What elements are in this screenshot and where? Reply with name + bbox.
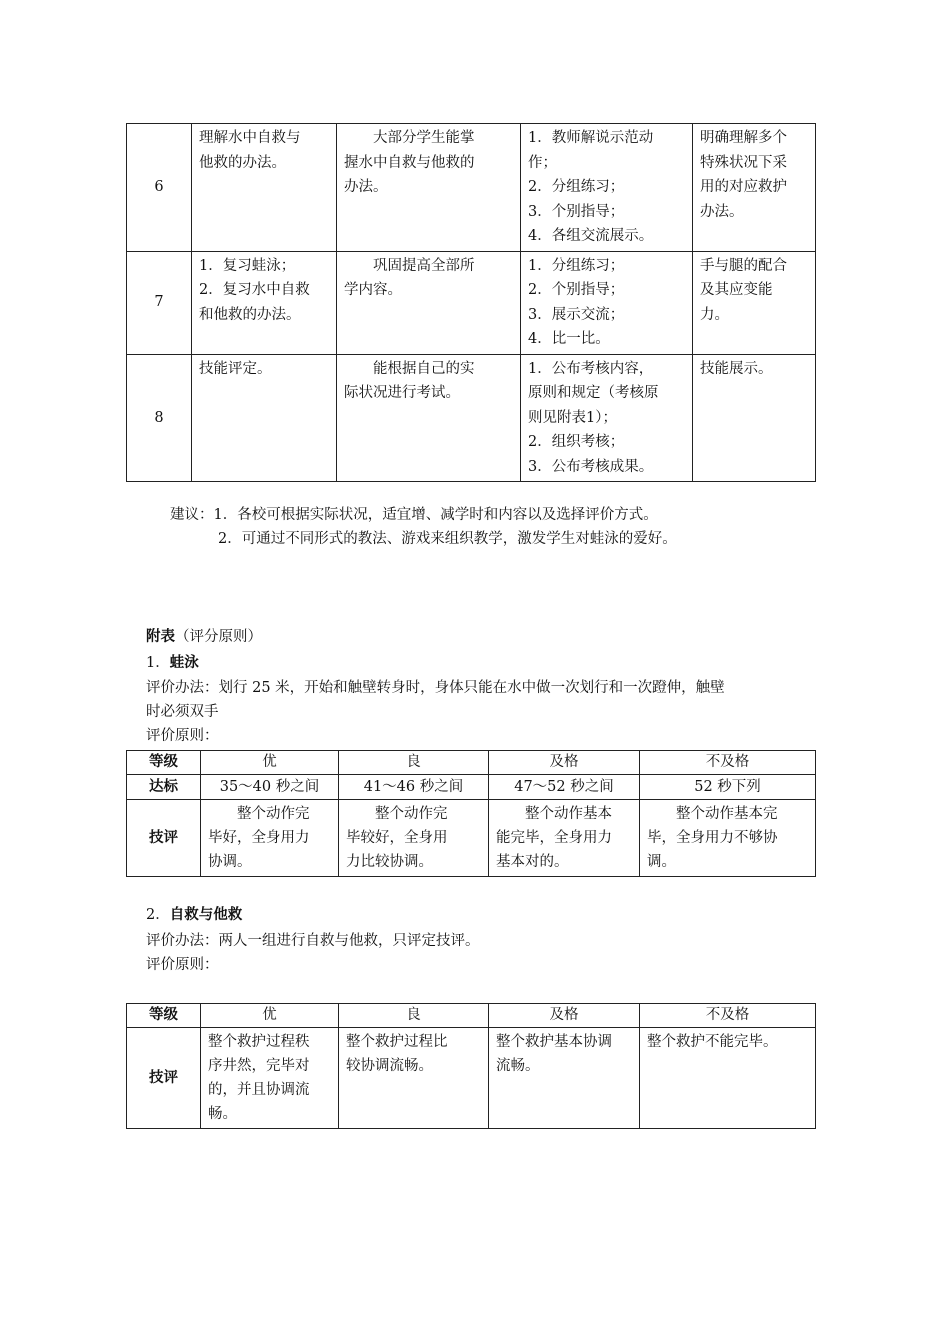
focus-cell	[693, 124, 816, 252]
table-cell: 技评	[127, 1028, 201, 1129]
table-cell: 优	[201, 751, 339, 775]
table-row	[127, 800, 816, 877]
text-line: 整个动作基本	[525, 806, 612, 822]
text-line: 2．复习水中自救	[199, 282, 310, 298]
text-line: 4．比一比。	[528, 331, 610, 347]
suggestion-item: 1．各校可根据实际状况，适宜增、减学时和内容以及选择评价方式。	[213, 507, 658, 523]
row-number: 6	[127, 124, 192, 252]
methods-cell	[521, 354, 693, 482]
table-row	[127, 251, 816, 354]
rescue-grading-table	[126, 1003, 816, 1129]
text-line: 毕，全身用力不够协	[647, 830, 778, 846]
text-line: 巩固提高全部所	[373, 257, 475, 274]
table-cell: 优	[201, 1004, 339, 1028]
text-line: 理解水中自救与	[199, 130, 301, 146]
text-line: 握水中自救与他救的	[344, 154, 475, 171]
table-cell: 不及格	[640, 751, 816, 775]
table-cell	[339, 1028, 489, 1129]
table-cell: 等级	[127, 751, 201, 775]
table-cell	[640, 800, 816, 877]
table-cell: 达标	[127, 775, 201, 800]
text-line: 则见附表1）；	[528, 409, 617, 426]
text-line: 1．公布考核内容，	[528, 360, 654, 377]
text-line: 2．组织考核；	[528, 434, 625, 450]
text-line: 能完毕，全身用力	[496, 830, 612, 846]
text-line: 整个救护过程比	[346, 1034, 448, 1050]
breaststroke-grading-table	[126, 750, 816, 877]
text-line: 技能评定。	[199, 360, 272, 377]
appendix-title	[146, 625, 262, 649]
text-line: 整个动作基本完	[676, 806, 778, 822]
table-row	[127, 775, 816, 800]
text-line: 流畅。	[496, 1058, 540, 1074]
section-heading	[146, 651, 199, 675]
text-line: 基本对的。	[496, 854, 569, 870]
table-cell: 不及格	[640, 1004, 816, 1028]
table-cell: 52 秒下列	[640, 775, 816, 800]
table-cell	[489, 800, 640, 877]
text-line: 特殊状况下采	[700, 154, 787, 171]
table-cell	[339, 800, 489, 877]
text-line: 1．教师解说示范动	[528, 130, 654, 146]
table-cell: 良	[339, 751, 489, 775]
appendix-title-text: 附表	[146, 629, 175, 645]
table-cell: 35～40 秒之间	[201, 775, 339, 800]
text-line: 技能展示。	[700, 360, 773, 377]
suggestions	[170, 503, 677, 551]
text-line: 评价办法：两人一组进行自救与他救，只评定技评。	[146, 933, 480, 949]
text-line: 办法。	[344, 179, 388, 195]
table-cell	[640, 1028, 816, 1129]
text-line: 明确理解多个	[700, 130, 787, 146]
suggestion-item: 2．可通过不同形式的教法、游戏来组织教学，激发学生对蛙泳的爱好。	[218, 531, 677, 547]
text-line: 大部分学生能掌	[373, 130, 475, 146]
table-cell: 47～52 秒之间	[489, 775, 640, 800]
text-line: 毕较好，全身用	[346, 830, 448, 846]
focus-cell	[693, 251, 816, 354]
text-line: 自救与他救	[169, 907, 243, 923]
text-line: 办法。	[700, 203, 744, 220]
text-line: 他救的办法。	[199, 154, 286, 171]
text-line: 用的对应救护	[700, 179, 787, 195]
text-line: 能根据自己的实	[373, 360, 475, 377]
table-header-row	[127, 751, 816, 775]
goal-cell	[337, 251, 521, 354]
text-line: 手与腿的配合	[700, 257, 787, 274]
text-line: 蛙泳	[169, 655, 199, 671]
text-line: 学内容。	[344, 282, 402, 298]
table-row	[127, 354, 816, 482]
table-row	[127, 1028, 816, 1129]
section-method	[146, 676, 725, 748]
text-line: 3．展示交流；	[528, 306, 625, 323]
text-line: 整个救护基本协调	[496, 1034, 612, 1050]
text-line: 原则和规定（考核原	[528, 385, 659, 401]
methods-cell	[521, 124, 693, 252]
text-line: 协调。	[208, 854, 252, 870]
table-cell: 41～46 秒之间	[339, 775, 489, 800]
text-line: 较协调流畅。	[346, 1058, 433, 1074]
content-cell	[192, 124, 337, 252]
table-cell: 技评	[127, 800, 201, 877]
text-line: 2．	[146, 907, 170, 923]
text-line: 际状况进行考试。	[344, 385, 460, 401]
table-cell	[201, 1028, 339, 1129]
table-cell	[201, 800, 339, 877]
text-line: 整个救护过程秩	[208, 1034, 310, 1050]
text-line: 畅。	[208, 1106, 237, 1122]
text-line: 1．复习蛙泳；	[199, 257, 296, 274]
goal-cell	[337, 124, 521, 252]
text-line: 毕好，全身用力	[208, 830, 310, 846]
text-line: 3．个别指导；	[528, 203, 625, 220]
content-cell	[192, 354, 337, 482]
section-method	[146, 929, 480, 977]
table-cell: 良	[339, 1004, 489, 1028]
text-line: 3．公布考核成果。	[528, 458, 654, 475]
row-number: 8	[127, 354, 192, 482]
text-line: 1．	[146, 655, 170, 671]
table-cell: 及格	[489, 1004, 640, 1028]
text-line: 力比较协调。	[346, 854, 433, 870]
text-line: 整个动作完	[237, 806, 310, 822]
text-line: 2．分组练习；	[528, 179, 625, 195]
text-line: 的，并且协调流	[208, 1082, 310, 1098]
text-line: 力。	[700, 306, 729, 323]
section-heading	[146, 903, 242, 927]
table-row	[127, 124, 816, 252]
table-header-row	[127, 1004, 816, 1028]
text-line: 调。	[647, 854, 676, 870]
text-line: 评价办法：划行 25 米，开始和触壁转身时，身体只能在水中做一次划行和一次蹬伸，触壁	[146, 680, 725, 696]
table-cell: 及格	[489, 751, 640, 775]
text-line: 序井然，完毕对	[208, 1058, 310, 1074]
text-line: 和他救的办法。	[199, 306, 301, 323]
focus-cell	[693, 354, 816, 482]
text-line: 1．分组练习；	[528, 257, 625, 274]
appendix-subtitle: （评分原则）	[175, 629, 262, 645]
criteria-label: 评价原则：	[146, 957, 219, 973]
text-line	[170, 503, 677, 527]
table-cell	[489, 1028, 640, 1129]
goal-cell	[337, 354, 521, 482]
text-line: 整个动作完	[375, 806, 448, 822]
content-cell	[192, 251, 337, 354]
criteria-label: 评价原则：	[146, 728, 219, 744]
row-number: 7	[127, 251, 192, 354]
text-line: 时必须双手	[146, 704, 219, 720]
text-line: 及其应变能	[700, 282, 773, 298]
text-line: 整个救护不能完毕。	[647, 1034, 778, 1050]
text-line: 2．个别指导；	[528, 282, 625, 298]
methods-cell	[521, 251, 693, 354]
text-line: 4．各组交流展示。	[528, 228, 654, 244]
suggestions-label: 建议：	[170, 507, 214, 523]
lesson-plan-table	[126, 123, 816, 482]
text-line: 作；	[528, 154, 557, 171]
table-cell: 等级	[127, 1004, 201, 1028]
